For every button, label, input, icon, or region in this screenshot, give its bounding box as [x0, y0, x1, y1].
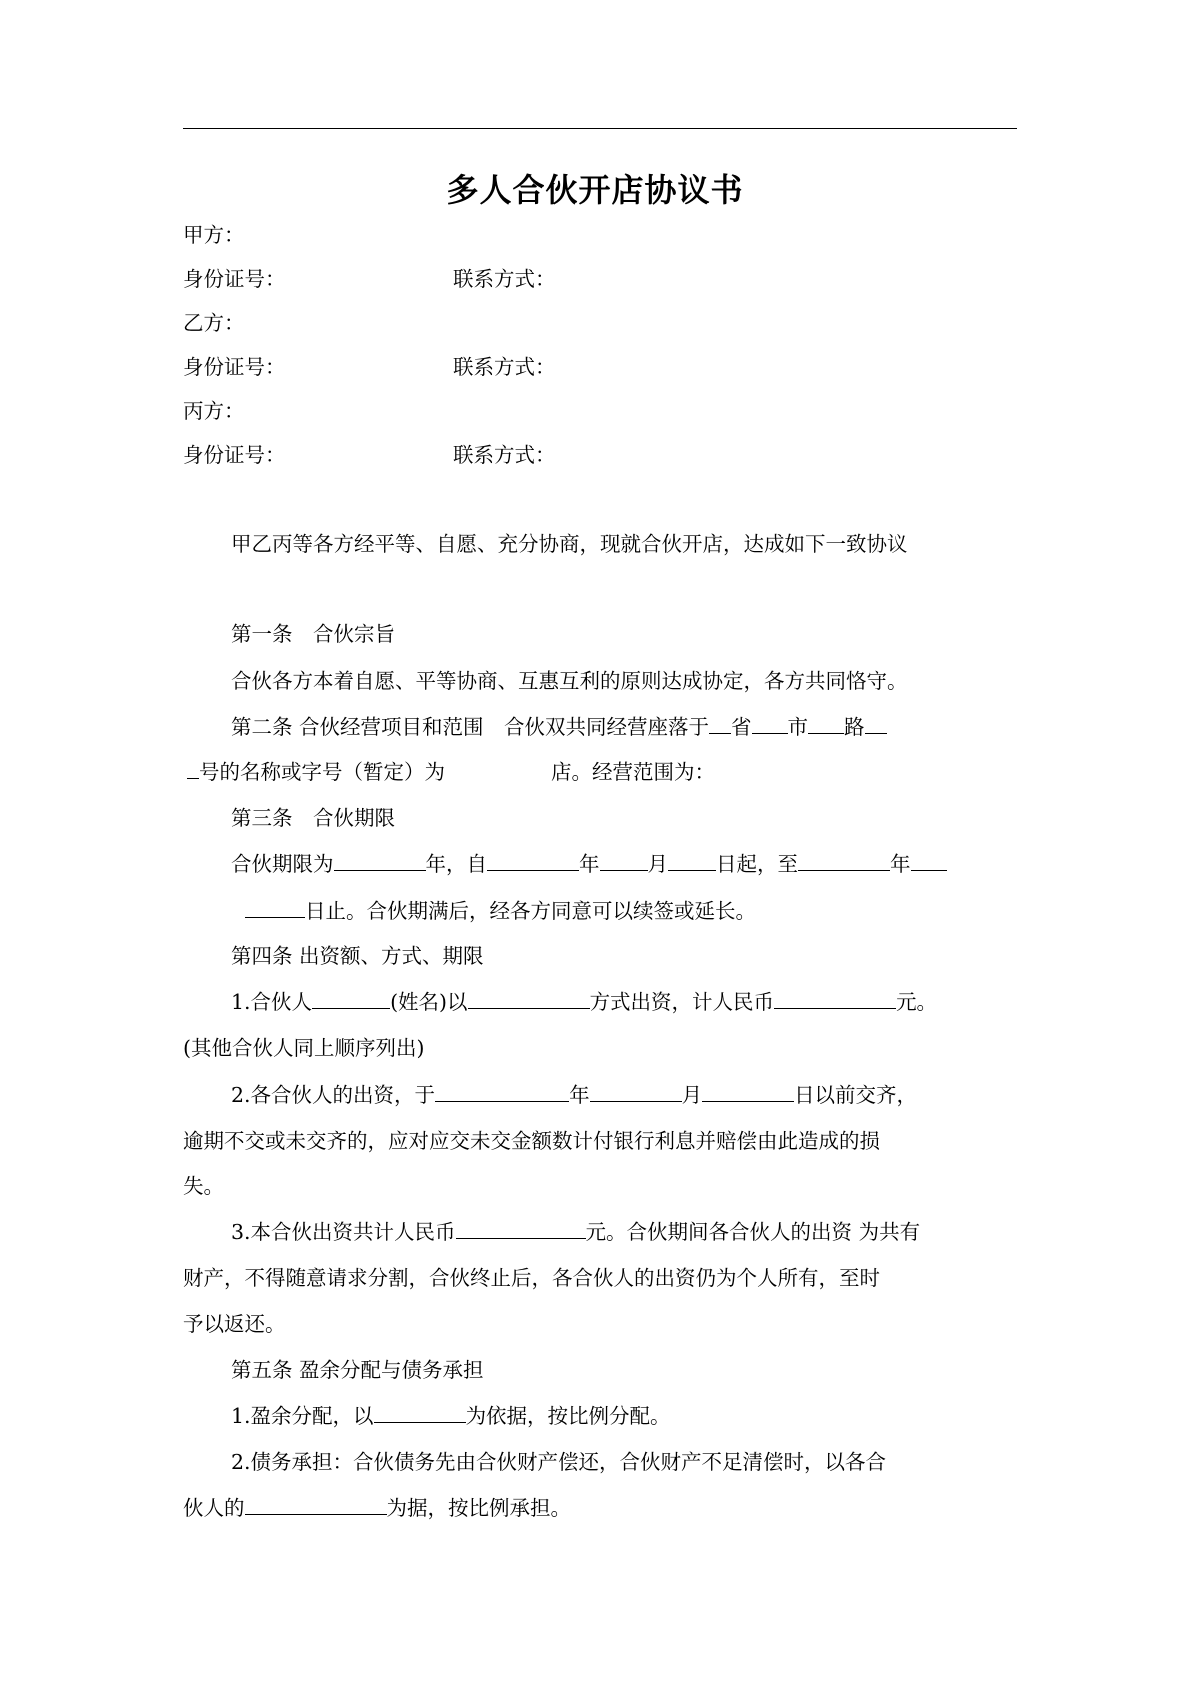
article-4-item-2	[231, 1081, 917, 1109]
article-4-heading: 第四条 出资额、方式、期限	[231, 944, 484, 968]
payment-year-label: 年	[569, 1083, 590, 1107]
start-month-label: 月	[647, 852, 668, 876]
article-4-item-2-line-2: 逾期不交或未交齐的，应对应交未交金额数计付银行利息并赔偿由此造成的损	[183, 1129, 880, 1153]
from-label: ，自	[446, 852, 487, 876]
end-month-blank	[911, 850, 947, 871]
number-blank-cont	[187, 758, 199, 779]
article-4-item-1-note: (其他合伙人同上顺序列出)	[183, 1036, 425, 1060]
article-3-term-line	[231, 850, 947, 878]
start-year-blank	[487, 850, 579, 871]
party-c-id-label: 身份证号：	[183, 443, 286, 467]
profit-distribution-text: 为依据，按比例分配。	[465, 1404, 671, 1428]
province-label: 省	[731, 715, 752, 739]
article-1-heading: 第一条 合伙宗旨	[231, 622, 395, 646]
number-blank	[865, 713, 887, 734]
total-contribution-text: 元。合伙期间各合伙人的出资 为共有	[585, 1220, 921, 1244]
article-4-item-3	[231, 1218, 920, 1246]
payment-day-label: 日以前交齐，	[794, 1083, 918, 1107]
shop-name-intro: 号的名称或字号（暂定）为	[199, 760, 445, 784]
yuan-label: 元。	[896, 990, 938, 1014]
total-contribution-label: 3.本合伙出资共计人民币	[231, 1220, 456, 1244]
preamble-text: 甲乙丙等各方经平等、自愿、充分协商，现就合伙开店，达成如下一致协议	[231, 532, 908, 556]
article-3-line-2	[245, 897, 756, 925]
payment-month-blank	[590, 1081, 682, 1102]
debt-share-text: 为据，按比例承担。	[386, 1496, 571, 1520]
city-blank	[752, 713, 788, 734]
party-a-contact-label: 联系方式：	[453, 267, 556, 291]
city-label: 市	[787, 715, 809, 739]
article-4-item-1	[231, 988, 937, 1016]
article-4-item-3-line-2: 财产，不得随意请求分割，合伙终止后，各合伙人的出资仍为个人所有，至时	[183, 1266, 880, 1290]
road-label: 路	[844, 715, 865, 739]
party-a-label: 甲方：	[183, 223, 245, 247]
debt-basis-blank	[245, 1494, 387, 1515]
article-3-heading: 第三条 合伙期限	[231, 806, 395, 830]
end-year-blank	[798, 850, 890, 871]
start-day-blank	[668, 850, 716, 871]
province-blank	[709, 713, 731, 734]
end-year-label: 年	[890, 852, 911, 876]
profit-basis-label: 1.盈余分配，以	[231, 1404, 374, 1428]
term-years-blank	[334, 850, 426, 871]
article-1-body: 合伙各方本着自愿、平等协商、互惠互利的原则达成协定，各方共同恪守。	[231, 669, 908, 693]
road-blank	[808, 713, 844, 734]
contribution-method-label: 方式出资，计人民币	[589, 990, 775, 1014]
document-title: 多人合伙开店协议书	[446, 171, 744, 209]
party-b-id-label: 身份证号：	[183, 355, 286, 379]
article-4-item-2-line-3: 失。	[183, 1174, 224, 1198]
profit-basis-blank	[374, 1402, 466, 1423]
start-year-label: 年	[579, 852, 600, 876]
debt-basis-label: 伙人的	[183, 1496, 245, 1520]
article-2-intro: 第二条 合伙经营项目和范围 合伙双共同经营座落于	[231, 715, 710, 739]
partner-name-label: (姓名)以	[390, 990, 468, 1014]
article-5-item-1	[231, 1402, 671, 1430]
article-2-line-1	[231, 713, 887, 741]
party-c-label: 丙方：	[183, 399, 245, 423]
party-a-id-label: 身份证号：	[183, 267, 286, 291]
contribution-amount-blank	[774, 988, 896, 1009]
article-2-line-2	[187, 758, 715, 786]
year-label: 年	[425, 852, 446, 876]
payment-day-blank	[702, 1081, 794, 1102]
total-contribution-blank	[456, 1218, 586, 1239]
article-4-item-3-line-3: 予以返还。	[183, 1312, 286, 1336]
start-month-blank	[600, 850, 648, 871]
article-5-item-2-line-2	[183, 1494, 571, 1522]
party-c-contact-label: 联系方式：	[453, 443, 556, 467]
party-b-contact-label: 联系方式：	[453, 355, 556, 379]
start-day-label: 日起，至	[716, 852, 798, 876]
payment-year-blank	[435, 1081, 569, 1102]
end-day-blank	[245, 897, 305, 918]
term-label: 合伙期限为	[231, 852, 334, 876]
term-end-text: 日止。合伙期满后，经各方同意可以续签或延长。	[305, 899, 756, 923]
article-5-heading: 第五条 盈余分配与债务承担	[231, 1358, 484, 1382]
contribution-method-blank	[468, 988, 590, 1009]
partner-name-blank	[312, 988, 390, 1009]
partner-label: 1.合伙人	[231, 990, 313, 1014]
payment-month-label: 月	[681, 1083, 703, 1107]
header-rule	[183, 128, 1017, 129]
party-b-label: 乙方：	[183, 311, 245, 335]
article-5-item-2-line-1: 2.债务承担：合伙债务先由合伙财产偿还，合伙财产不足清偿时，以各合	[231, 1450, 887, 1474]
payment-deadline-label: 2.各合伙人的出资，于	[231, 1083, 436, 1107]
business-scope-label: 店。经营范围为：	[551, 760, 715, 784]
